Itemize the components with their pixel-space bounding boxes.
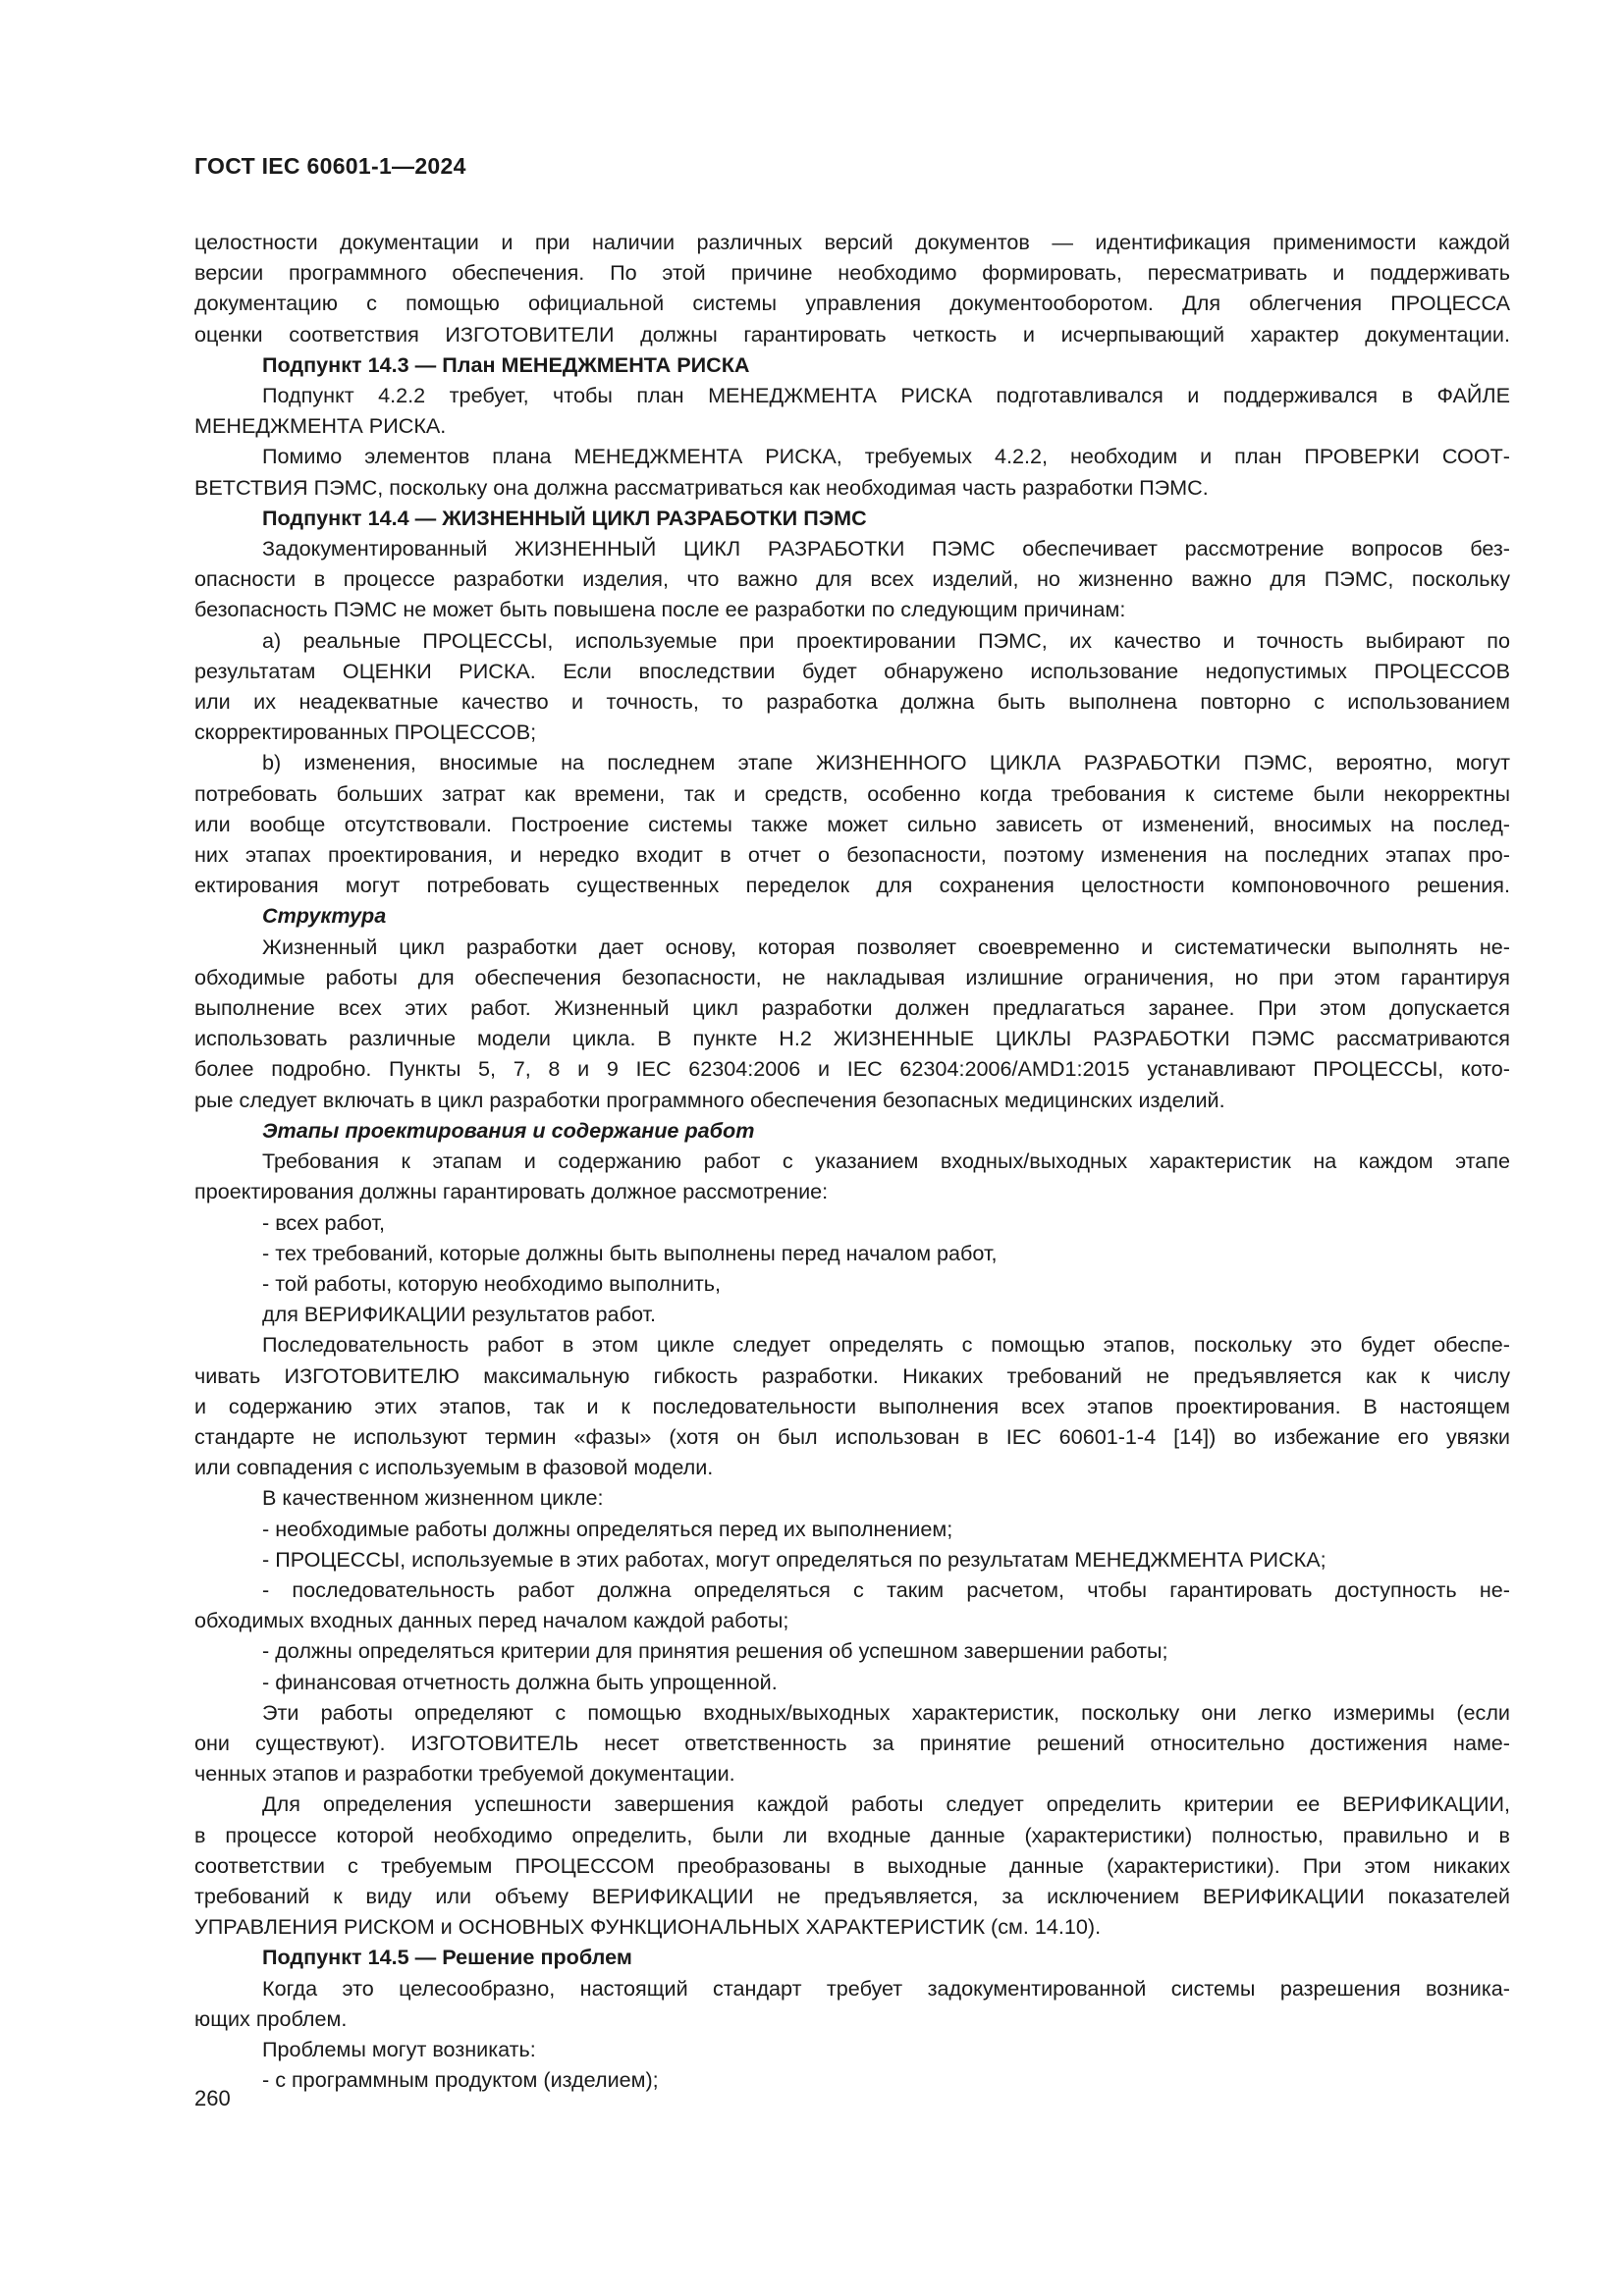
- text-line: или совпадения с используемым в фазовой модели.: [194, 1455, 714, 1480]
- list-item: - всех работ,: [262, 1209, 385, 1235]
- text-line: ВЕТСТВИЯ ПЭМС, поскольку она должна рассматриваться как необходимая часть разработки ПЭМС.: [194, 474, 1209, 500]
- text-line: в процессе которой необходимо определить, были ли входные данные (характеристики) полностью, правильно и в: [194, 1822, 1510, 1847]
- text-line: ектирования могут потребовать существенных переделок для сохранения целостности компоновочного решения.: [194, 873, 1510, 898]
- text-line: Требования к этапам и содержанию работ с указанием входных/выходных характеристик на каждом этапе: [262, 1148, 1510, 1174]
- text-line: Задокументированный ЖИЗНЕННЫЙ ЦИКЛ РАЗРАБОТКИ ПЭМС обеспечивает рассмотрение вопросов без-: [262, 536, 1510, 561]
- text-line: b) изменения, вносимые на последнем этапе ЖИЗНЕННОГО ЦИКЛА РАЗРАБОТКИ ПЭМС, вероятно, могут: [262, 750, 1510, 775]
- document-body: [194, 227, 1510, 2095]
- text-line: стандарте не используют термин «фазы» (хотя он был использован в IEC 60601-1-4 [14]) во избежание его увязки: [194, 1423, 1510, 1449]
- text-line: УПРАВЛЕНИЯ РИСКОМ и ОСНОВНЫХ ФУНКЦИОНАЛЬНЫХ ХАРАКТЕРИСТИК (см. 14.10).: [194, 1914, 1102, 1940]
- section-heading: Подпункт 14.3 — План МЕНЕДЖМЕНТА РИСКА: [262, 351, 750, 377]
- text-line: опасности в процессе разработки изделия, что важно для всех изделий, но жизненно важно для ПЭМС, поскольку: [194, 566, 1510, 592]
- list-item: - ПРОЦЕССЫ, используемые в этих работах, могут определяться по результатам МЕНЕДЖМЕНТА РИСКА;: [262, 1546, 1326, 1572]
- text-line: Последовательность работ в этом цикле следует определять с помощью этапов, поскольку это будет обеспе-: [262, 1332, 1510, 1358]
- text-line: и содержанию этих этапов, так и к последовательности выполнения всех этапов проектирования. В настоящем: [194, 1393, 1510, 1418]
- text-line: использовать различные модели цикла. В пункте Н.2 ЖИЗНЕННЫЕ ЦИКЛЫ РАЗРАБОТКИ ПЭМС рассматриваются: [194, 1026, 1510, 1051]
- text-line: результатам ОЦЕНКИ РИСКА. Если впоследствии будет обнаружено использование недопустимых ПРОЦЕССОВ: [194, 658, 1510, 683]
- text-line: рые следует включать в цикл разработки программного обеспечения безопасных медицинских изделий.: [194, 1087, 1225, 1112]
- list-item: - той работы, которую необходимо выполнить,: [262, 1270, 722, 1296]
- text-line: документацию с помощью официальной системы управления документооборотом. Для облегчения ПРОЦЕССА: [194, 291, 1510, 316]
- text-line: оценки соответствия ИЗГОТОВИТЕЛИ должны гарантировать четкость и исчерпывающий характер документации.: [194, 321, 1510, 347]
- list-item: - тех требований, которые должны быть выполнены перед началом работ,: [262, 1240, 998, 1265]
- text-line: них этапах проектирования, и нередко входит в отчет о безопасности, поэтому изменения на последних этапах про-: [194, 842, 1510, 868]
- list-item: - последовательность работ должна определяться с таким расчетом, чтобы гарантировать доступность не-: [262, 1576, 1510, 1602]
- list-item: - с программным продуктом (изделием);: [262, 2067, 659, 2093]
- text-line: В качественном жизненном цикле:: [262, 1485, 604, 1511]
- text-line: для ВЕРИФИКАЦИИ результатов работ.: [262, 1302, 656, 1327]
- subsection-heading: Этапы проектирования и содержание работ: [262, 1117, 755, 1143]
- list-item: - должны определяться критерии для принятия решения об успешном завершении работы;: [262, 1638, 1168, 1664]
- text-line: ющих проблем.: [194, 2005, 348, 2031]
- text-line: Проблемы могут возникать:: [262, 2036, 536, 2061]
- text-line: они существуют). ИЗГОТОВИТЕЛЬ несет ответственность за принятие решений относительно достижения наме-: [194, 1730, 1510, 1755]
- text-line: или вообще отсутствовали. Построение системы также может сильно зависеть от изменений, вносимых на послед-: [194, 811, 1510, 836]
- subsection-heading: Структура: [262, 903, 387, 929]
- text-line: безопасность ПЭМС не может быть повышена после ее разработки по следующим причинам:: [194, 597, 1126, 622]
- text-line: Жизненный цикл разработки дает основу, которая позволяет своевременно и систематически выполнять не-: [262, 934, 1510, 959]
- text-line: или их неадекватные качество и точность, то разработка должна быть выполнена повторно с использованием: [194, 689, 1510, 715]
- text-line: соответствии с требуемым ПРОЦЕССОМ преобразованы в выходные данные (характеристики). При этом никаких: [194, 1852, 1510, 1878]
- text-line: скорректированных ПРОЦЕССОВ;: [194, 720, 537, 745]
- document-header-title: ГОСТ IEC 60601-1—2024: [194, 153, 466, 179]
- text-line: обходимые работы для обеспечения безопасности, не накладывая излишние ограничения, но при этом гарантируя: [194, 964, 1510, 989]
- text-line: проектирования должны гарантировать должное рассмотрение:: [194, 1179, 829, 1204]
- list-item: - необходимые работы должны определяться перед их выполнением;: [262, 1516, 953, 1541]
- text-line: версии программного обеспечения. По этой причине необходимо формировать, пересматривать и поддерживать: [194, 260, 1510, 286]
- text-line: чивать ИЗГОТОВИТЕЛЮ максимальную гибкость разработки. Никаких требований не предъявляется как к числу: [194, 1362, 1510, 1388]
- section-heading: Подпункт 14.4 — ЖИЗНЕННЫЙ ЦИКЛ РАЗРАБОТКИ ПЭМС: [262, 505, 867, 530]
- text-line: МЕНЕДЖМЕНТА РИСКА.: [194, 413, 447, 439]
- text-line: Когда это целесообразно, настоящий стандарт требует задокументированной системы разрешения возника-: [262, 1975, 1510, 2001]
- text-line: потребовать больших затрат как времени, так и средств, особенно когда требования к системе были некорректны: [194, 780, 1510, 806]
- text-line: Эти работы определяют с помощью входных/выходных характеристик, поскольку они легко измеримы (если: [262, 1699, 1510, 1725]
- text-line: целостности документации и при наличии различных версий документов — идентификация применимости каждой: [194, 230, 1510, 254]
- text-line: a) реальные ПРОЦЕССЫ, используемые при проектировании ПЭМС, их качество и точность выбирают по: [262, 627, 1510, 653]
- text-line: выполнение всех этих работ. Жизненный цикл разработки должен предлагаться заранее. При этом допускается: [194, 995, 1510, 1021]
- text-line: ченных этапов и разработки требуемой документации.: [194, 1761, 735, 1787]
- list-item: - финансовая отчетность должна быть упрощенной.: [262, 1669, 778, 1694]
- text-line: Помимо элементов плана МЕНЕДЖМЕНТА РИСКА, требуемых 4.2.2, необходим и план ПРОВЕРКИ СООТ-: [262, 444, 1510, 469]
- page-number: 260: [194, 2086, 231, 2110]
- text-line: более подробно. Пункты 5, 7, 8 и 9 IEC 62304:2006 и IEC 62304:2006/AMD1:2015 устанавливают ПРОЦЕССЫ, кото-: [194, 1056, 1510, 1082]
- text-line: требований к виду или объему ВЕРИФИКАЦИИ не предъявляется, за исключением ВЕРИФИКАЦИИ показателей: [194, 1883, 1510, 1908]
- text-line: Для определения успешности завершения каждой работы следует определить критерии ее ВЕРИФИКАЦИИ,: [262, 1791, 1510, 1817]
- text-line: обходимых входных данных перед началом каждой работы;: [194, 1608, 789, 1633]
- text-line: Подпункт 4.2.2 требует, чтобы план МЕНЕДЖМЕНТА РИСКА подготавливался и поддерживался в ФАЙЛЕ: [262, 383, 1510, 408]
- section-heading: Подпункт 14.5 — Решение проблем: [262, 1945, 632, 1970]
